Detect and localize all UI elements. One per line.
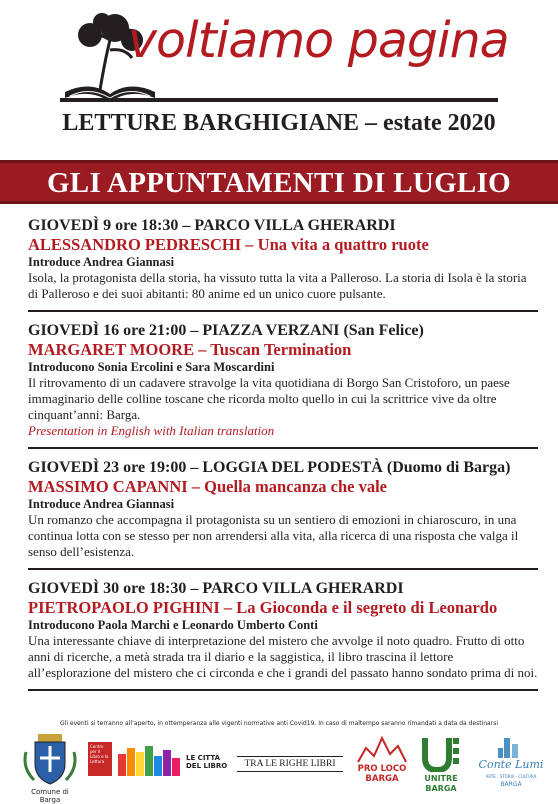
event-date: GIOVEDÌ 23 ore 19:00 – LOGGIA DEL PODESTÀ (Duomo di Barga) [28, 459, 511, 476]
sponsor-logos [0, 730, 558, 804]
event-description: Un romanzo che accompagna il protagonista su un sentiero di emozioni in chiaroscuro, in una continua lotta con se stesso per non arrendersi alla vita, alla ricerca di una risposta che valga il senso dell’esistenza. [28, 512, 519, 559]
event-item [28, 321, 538, 449]
event-language-note: Presentation in English with Italian translation [28, 423, 275, 438]
brand-title: voltiamo pagina [128, 12, 509, 69]
event-description: Una interessante chiave di interpretazione del mistero che avvolge il noto quadro. Frutto di otto anni di ricerche, a metà strada tra il diario e la saggistica, il libro trascina il lettore all’esplorazione del mistero che ci circonda e che i grandi del passato hanno sondato prima di noi. [28, 633, 538, 680]
events-list [28, 216, 538, 700]
contelumi-sub: ARTE · STORIA · CULTURA [485, 774, 537, 779]
poster-header [0, 0, 558, 150]
contelumi-label: Conte Lumi [478, 758, 544, 771]
unitre-barga-logo [416, 736, 466, 798]
event-item [28, 579, 538, 691]
comune-barga-logo [20, 732, 80, 804]
event-intro: Introduce Andrea Giannasi [28, 255, 175, 269]
event-title: PIETROPAOLO PIGHINI – La Gioconda e il segreto di Leonardo [28, 598, 498, 617]
tower-icon [496, 734, 526, 758]
citta-del-libro-label: LE CITTÀ DEL LIBRO [186, 754, 228, 770]
cepell-logo [88, 742, 112, 776]
contelumi-town: BARGA [500, 781, 522, 788]
event-title: ALESSANDRO PEDRESCHI – Una vita a quattro ruote [28, 235, 429, 254]
unitre-emblem-icon [421, 736, 461, 772]
cepell-label: Centro per il Libro e la Lettura [90, 744, 109, 764]
event-intro: Introducono Paola Marchi e Leonardo Umberto Conti [28, 618, 318, 632]
event-item [28, 216, 538, 312]
covid-footnote: Gli eventi si terranno all’aperto, in ottemperanza alle vigenti normative anti Covid19. In caso di maltempo saranno rimandati a data da destinarsi [60, 720, 498, 727]
brand-rule [60, 98, 498, 102]
event-date: GIOVEDÌ 30 ore 18:30 – PARCO VILLA GHERARDI [28, 580, 404, 597]
banner-title: GLI APPUNTAMENTI DI LUGLIO [46, 167, 512, 199]
event-description: Isola, la protagonista della storia, ha vissuto tutta la vita a Palleroso. La storia di Isola è la storia di Palleroso e dei suoi abitanti: 80 anime ed un unico cuore pulsante. [28, 270, 527, 301]
poster-subtitle: LETTURE BARGHIGIANE – estate 2020 [62, 110, 496, 136]
tra-le-righe-logo: TRA LE RIGHE LIBRI [237, 756, 343, 772]
event-title: MARGARET MOORE – Tuscan Termination [28, 340, 352, 359]
crest-icon [20, 732, 80, 786]
colorful-books-icon [118, 744, 182, 776]
proloco-barga-logo [356, 734, 408, 798]
month-banner [0, 160, 558, 204]
event-date: GIOVEDÌ 16 ore 21:00 – PIAZZA VERZANI (San Felice) [28, 322, 424, 339]
event-title: MASSIMO CAPANNI – Quella mancanza che vale [28, 477, 388, 496]
event-item [28, 458, 538, 570]
event-description: Il ritrovamento di un cadavere stravolge la vita quotidiana di Borgo San Cristoforo, un paese immaginario delle colline toscane che ricorda molto quello in cui la scrittrice vive da oltre cinquant’anni: Barga. [28, 375, 510, 422]
event-intro: Introduce Andrea Giannasi [28, 497, 175, 511]
contelumi-logo [478, 734, 544, 798]
event-intro: Introducono Sonia Ercolini e Sara Moscardini [28, 360, 275, 374]
unitre-label: UNITRE BARGA [424, 774, 458, 793]
town-skyline-icon [356, 734, 408, 764]
proloco-label: PRO LOCO BARGA [357, 764, 407, 784]
event-date: GIOVEDÌ 9 ore 18:30 – PARCO VILLA GHERARDI [28, 217, 396, 234]
citta-del-libro-logo [118, 744, 228, 778]
comune-label: Comune di Barga [31, 788, 69, 804]
